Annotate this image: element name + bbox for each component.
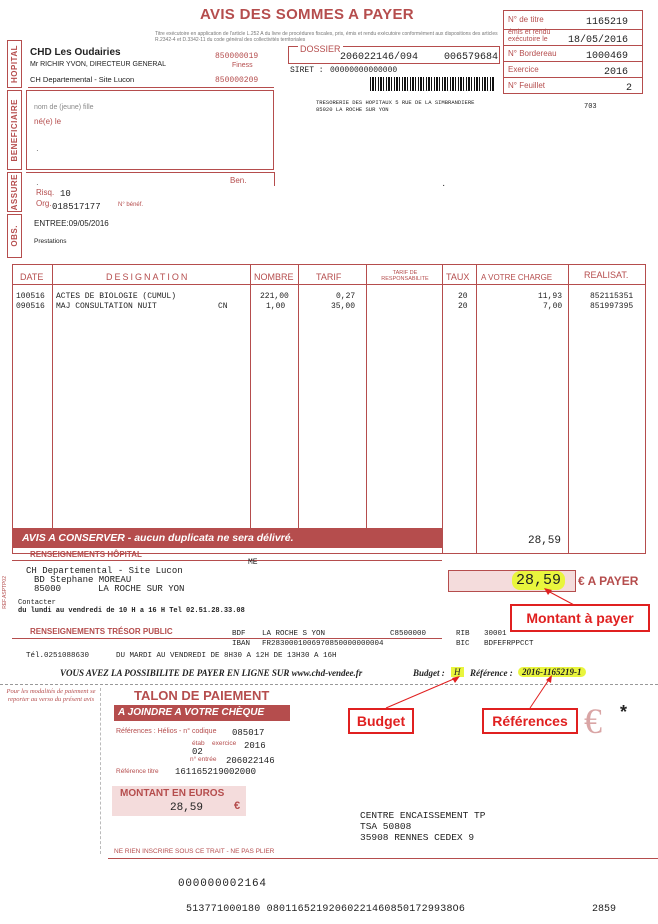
ref-titre-label: Référence titre — [116, 768, 159, 775]
entree-label: n° entrée — [190, 756, 217, 763]
tresorerie-city: 85020 LA ROCHE SUR YON — [316, 106, 389, 113]
ref-titre-value: 161165219002000 — [175, 767, 257, 777]
row-realisat: 852115351 — [590, 292, 634, 301]
col-date: DATE — [20, 272, 44, 282]
row-designation: MAJ CONSULTATION NUIT — [56, 302, 157, 311]
iban-value: FR2830001006970850000000004 — [262, 640, 384, 648]
row-nombre: 1,00 — [266, 302, 286, 311]
nbenef-label: N° bénéf. — [118, 202, 144, 208]
no-write-label: NE RIEN INSCRIRE SOUS CE TRAIT - NE PAS PLIER — [114, 848, 275, 855]
row-taux: 20 — [458, 302, 468, 311]
talon-divider — [100, 688, 101, 854]
online-site-link[interactable]: www.chd-vendee.fr — [291, 668, 363, 678]
hopital-addr1: CH Departemental - Site Lucon — [26, 566, 183, 576]
euro-symbol-big: € — [584, 701, 602, 741]
conserver-banner: AVIS A CONSERVER - aucun duplicata ne sera délivré. — [12, 528, 442, 548]
bdf-code: C8500000 — [390, 630, 427, 638]
tresor-hours: DU MARDI AU VENDREDI DE 8H30 A 12H DE 13H30 A 16H — [116, 652, 337, 660]
dossier-value: 206022146/094 — [340, 52, 419, 63]
rib-value: 30001 — [484, 630, 507, 638]
a-payer-label: € A PAYER — [578, 574, 639, 588]
online-text: VOUS AVEZ LA POSSIBILITE DE PAYER EN LIGNE SUR — [60, 668, 290, 678]
talon-title: TALON DE PAIEMENT — [134, 688, 270, 703]
finess-label: Finess — [232, 62, 253, 69]
obs-tab: OBS. — [7, 214, 22, 258]
hopital-code2: 850000209 — [215, 76, 259, 85]
ref-label: Références : Hélios - n° codique — [116, 728, 217, 735]
bordereau-value: 1000469 — [586, 51, 629, 62]
nom-label: nom de (jeune) fille — [34, 104, 94, 111]
budget-label: Budget : — [413, 668, 445, 678]
reference-value: 2016-1165219-1 — [518, 667, 586, 677]
exercice-talon-value: 2016 — [244, 741, 266, 751]
iban-label: IBAN — [232, 640, 251, 648]
center-line2: TSA 50808 — [360, 821, 412, 832]
contact-label: Contacter — [18, 599, 56, 607]
contact-text: du lundi au vendredi de 10 H a 16 H Tel 02.51.28.33.08 — [18, 607, 245, 615]
tresor-label: RENSEIGNEMENTS TRÉSOR PUBLIC — [30, 627, 173, 636]
n-titre-label: N° de titre — [508, 15, 544, 24]
beneficiaire-tab: BENEFICIAIRE — [7, 90, 22, 170]
bdf-value: LA ROCHE S YON — [262, 630, 326, 638]
reference-label: Référence : — [470, 668, 513, 678]
col-designation: DESIGNATION — [106, 272, 190, 282]
barcode — [370, 77, 495, 91]
ref-codique: 085017 — [232, 728, 265, 738]
col-tarif: TARIF — [316, 272, 342, 282]
bdf-label: BDF — [232, 630, 246, 638]
hopital-site: CH Departemental - Site Lucon — [30, 75, 135, 84]
row-nombre: 221,00 — [260, 292, 289, 301]
hopital-name: CHD Les Oudairies — [30, 47, 121, 58]
ne-label: né(e) le — [34, 117, 62, 126]
hopital-director: Mr RICHIR YVON, DIRECTEUR GENERAL — [30, 61, 166, 68]
ref-side: REF.ASPTP02 — [2, 576, 8, 609]
online-payment — [60, 668, 362, 678]
row-extra: CN — [218, 302, 228, 311]
montant-a-payer: 28,59 — [512, 571, 565, 590]
entree: ENTREE:09/05/2016 — [34, 219, 109, 228]
etab-label: étab — [192, 740, 205, 747]
center-line3: 35908 RENNES CEDEX 9 — [360, 832, 475, 843]
code-703: 703 — [584, 103, 597, 111]
title-info-box — [503, 10, 643, 94]
row-date: 100516 — [16, 292, 45, 301]
hopital-addr3-cp: 85000 — [34, 584, 62, 594]
talon-subtitle: A JOINDRE A VOTRE CHÈQUE — [114, 705, 290, 721]
arrow-icon — [380, 672, 470, 712]
footer-code2: 513771000180 080116521920602214608501729938O6 — [186, 904, 466, 915]
col-charge: A VOTRE CHARGE — [481, 273, 553, 282]
footer-code1: 000000002164 — [178, 878, 267, 890]
annotation-references: Références — [482, 708, 578, 734]
bordereau-label: N° Bordereau — [508, 49, 557, 58]
exercice-label: Exercice — [508, 65, 539, 74]
emis-label: émis et rendu exécutoire le — [508, 29, 551, 43]
dossier-ref: 006579684 — [444, 52, 499, 63]
hopital-tab: HOPITAL — [7, 40, 22, 88]
hopital-addr3-city: LA ROCHE SUR YON — [98, 584, 185, 594]
annotation-budget: Budget — [348, 708, 414, 734]
bic-value: BDFEFRPPCCT — [484, 640, 534, 648]
row-charge: 11,93 — [538, 292, 563, 301]
emis-date: 18/05/2016 — [568, 35, 629, 46]
center-line1: CENTRE ENCAISSEMENT TP — [360, 810, 486, 821]
prestations: Prestations — [34, 238, 67, 245]
tresorerie-address: TRESORERIE DES HOPITAUX 5 RUE DE LA SIMBRANDIERE — [316, 99, 475, 106]
n-titre-value: 1165219 — [586, 17, 629, 28]
assure-tab: ASSURE — [7, 172, 22, 212]
beneficiaire-box — [26, 90, 274, 170]
talon-side-note: Pour les modalités de paiement se reporter au verso du présent avis — [6, 688, 96, 703]
montant-euros-symbol: € — [234, 800, 241, 812]
col-nombre: NOMBRE — [254, 272, 294, 282]
hopital-addr2: BD Stephane MOREAU — [34, 575, 132, 585]
feuillet-label: N° Feuillet — [508, 81, 545, 90]
dot-right: · — [442, 180, 446, 191]
siret-value: 00000000000000 — [330, 66, 398, 75]
exercice-talon-label: exercice — [212, 740, 237, 747]
ben-label: Ben. — [230, 176, 247, 185]
entree-value: 206022146 — [226, 756, 275, 766]
row-tarif: 35,00 — [331, 302, 356, 311]
col-realisat: REALISAT. — [584, 270, 629, 280]
rib-label: RIB — [456, 630, 470, 638]
annotation-montant: Montant à payer — [510, 604, 650, 632]
assure-dot: · — [36, 180, 39, 189]
org-label: Org. — [36, 199, 52, 208]
row-date: 090516 — [16, 302, 45, 311]
rens-hopital-label: RENSEIGNEMENTS HÔPITAL — [30, 550, 142, 559]
hopital-code1: 850000019 — [215, 52, 259, 61]
col-taux: TAUX — [446, 272, 470, 282]
legal-text: Titre exécutoire en application de l'article L.252 A du livre de procédures fiscales, pris, émis et rendu exécutoire conformément aux dispositions des articles R.2342-4 et D.3342-11 du code général des collectivités territoriales — [155, 31, 498, 43]
budget-value: H — [451, 667, 464, 677]
dossier-label: DOSSIER — [300, 44, 341, 54]
risq-value: 10 — [60, 189, 71, 199]
row-taux: 20 — [458, 292, 468, 301]
row-realisat: 851997395 — [590, 302, 634, 311]
risq-label: Risq. — [36, 188, 55, 197]
montant-euros-value: 28,59 — [170, 802, 204, 814]
table-total: 28,59 — [528, 535, 562, 547]
arrow-icon — [520, 674, 560, 710]
feuillet-value: 2 — [626, 83, 633, 94]
footer-code3: 2859 — [592, 904, 617, 915]
document-title: AVIS DES SOMMES A PAYER — [200, 6, 414, 23]
asterisk: * — [620, 702, 628, 722]
row-tarif: 0,27 — [336, 292, 356, 301]
exercice-value: 2016 — [604, 67, 629, 78]
col-tarif-resp: TARIF DE RESPONSABILITE — [381, 270, 429, 282]
etab-value: 02 — [192, 747, 203, 757]
me-label: ME — [248, 558, 258, 567]
beneficiaire-dot: · — [36, 146, 39, 155]
bic-label: BIC — [456, 640, 470, 648]
siret-label: SIRET : — [290, 66, 324, 75]
row-designation: ACTES DE BIOLOGIE (CUMUL) — [56, 292, 177, 301]
row-charge: 7,00 — [543, 302, 563, 311]
montant-euros-label: MONTANT EN EUROS — [120, 788, 225, 799]
no-write-line — [108, 858, 658, 859]
tresor-tel: Tél.0251088630 — [26, 652, 90, 660]
org-value: 018517177 — [52, 202, 101, 212]
